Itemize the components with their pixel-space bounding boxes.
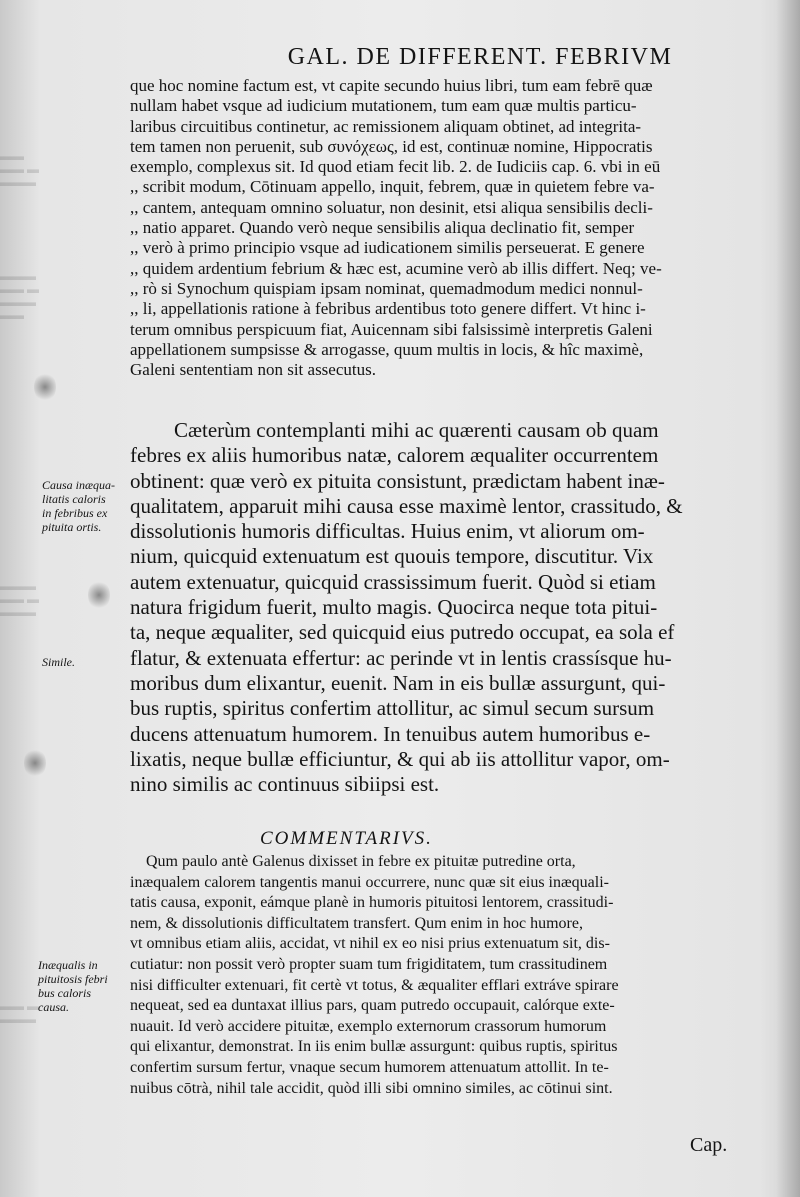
text-line: nem, & dissolutionis difficultatem transfert. Qum enim in hoc humore, <box>130 914 583 932</box>
commentary-text <box>130 852 770 1099</box>
margin-note-line: Causa inæqua- <box>42 478 116 492</box>
text-line: appellationem sumpsisse & arrogasse, quum multis in locis, & hîc maximè, <box>130 339 644 359</box>
margin-note-line: pituita ortis. <box>42 520 102 534</box>
page-edge-shadow <box>776 0 800 1197</box>
text-line: confertim sursum fertur, vnaque secum humorem attenuatum attollit. In te- <box>130 1058 609 1076</box>
text-line: que hoc nomine factum est, vt capite secundo huius libri, tum eam febrē quæ <box>130 76 653 95</box>
text-line: vt omnibus etiam aliis, accidat, vt nihil ex eo nisi prius extenuatum sit, dis- <box>130 935 610 953</box>
text-line: febres ex aliis humoribus natæ, calorem æqualiter occurrentem <box>130 443 659 468</box>
text-line: ,, li, appellationis ratione à febribus ardentibus toto genere differt. Vt hinc i- <box>130 299 646 319</box>
margin-note-line: Simile. <box>42 655 75 669</box>
text-line: Qum paulo antè Galenus dixisset in febre ex pituitæ putredine orta, <box>130 853 576 870</box>
text-line: nuauit. Id verò accidere pituitæ, exemplo externorum crassorum humorum <box>130 1017 607 1035</box>
margin-note-line: bus caloris <box>38 986 92 1000</box>
ink-spot <box>88 580 110 610</box>
text-line: ,, quidem ardentium febrium & hæc est, acumine verò ab illis differt. Neq; ve- <box>130 258 662 278</box>
text-line: inæqualem calorem tangentis manui occurrere, nunc quæ sit eius inæquali- <box>130 873 609 891</box>
text-line: flatur, & extenuata effertur: ac perinde vt in lentis crassísque hu- <box>130 645 672 670</box>
margin-note <box>42 478 132 534</box>
bleed-through-text: ▬▬▬ ▬▬ ▬ ▬▬▬ <box>0 579 39 619</box>
text-line: terum omnibus perspicuum fiat, Auicennam sibi falsissimè interpretis Galeni <box>130 319 653 339</box>
text-line: nullam habet vsque ad iudicium mutationem, tum eam quæ multis particu- <box>130 96 637 116</box>
text-line: cutiatur: non possit verò propter suam tum frigiditatem, tum crassitudinem <box>130 955 608 973</box>
bleed-through-text: ▬▬▬ ▬▬ ▬ ▬▬▬ ▬▬ <box>0 269 39 322</box>
text-line: exemplo, complexus sit. Id quod etiam fecit lib. 2. de Iudiciis cap. 6. vbi in eū <box>130 157 661 177</box>
margin-note <box>42 655 132 669</box>
running-header: GAL. DE DIFFERENT. FEBRIVM <box>287 44 673 70</box>
text-line: laribus circuitibus continetur, ac remissionem aliquam obtinet, ad integrita- <box>130 116 642 136</box>
text-line: nino similis ac continuus sibiipsi est. <box>130 772 440 797</box>
text-line: Cæterùm contemplanti mihi ac quærenti causam ob quam <box>174 418 659 442</box>
text-line: ,, natio apparet. Quando verò neque sensibilis aliqua declinatio fit, semper <box>130 218 635 238</box>
text-line: obtinent: quæ verò ex pituita consistunt, prædictam habent inæ- <box>130 468 665 493</box>
text-line: autem extenuatur, quicquid crassissimum fuerit. Quòd si etiam <box>130 569 656 594</box>
text-line: ducens attenuatum humorem. In tenuibus autem humoribus e- <box>130 721 651 746</box>
bleed-through-text: ▬▬ ▬ ▬▬▬ <box>0 999 39 1026</box>
margin-note-line: pituitosis febri <box>38 972 108 986</box>
text-line: nisi difficulter extenuari, fit certè vt totus, & æqualiter efflari extráve spirare <box>130 976 619 994</box>
text-line: nuibus cōtrà, nihil tale accidit, quòd illi sibi omnino similes, ac cōtinui sint. <box>130 1079 613 1097</box>
margin-note-line: causa. <box>38 1000 69 1014</box>
text-line: ,, scribit modum, Cōtinuam appello, inquit, febrem, quæ in quietem febre va- <box>130 177 655 197</box>
text-line: ,, rò si Synochum quispiam ipsam nominat, quemadmodum medici nonnul- <box>130 278 643 298</box>
commentary-heading: COMMENTARIVS. <box>260 828 433 849</box>
text-line: bus ruptis, spiritus confertim attollitur, ac simul secum sursum <box>130 696 655 721</box>
text-paragraph <box>130 76 770 380</box>
text-line: nequeat, sed ea duntaxat illius pars, quam putredo occupauit, calórque exte- <box>130 997 615 1015</box>
galen-text <box>130 418 770 797</box>
text-line: ,, cantem, antequam omnino soluatur, non desinit, etsi aliqua sensibilis decli- <box>130 197 653 217</box>
text-line: tatis causa, exponit, eámque planè in humoris pituitosi lentorem, crassitudi- <box>130 894 614 912</box>
text-line: tem tamen non peruenit, sub συνόχεως, id est, continuæ nomine, Hippocratis <box>130 136 653 156</box>
ink-spot <box>34 372 56 402</box>
text-line: ,, verò à primo principio vsque ad iudicationem similis perseuerat. E genere <box>130 238 645 258</box>
catchword: Cap. <box>690 1134 728 1156</box>
text-line: dissolutionis humoris difficultas. Huius enim, vt aliorum om- <box>130 519 645 544</box>
bleed-through-text: ▬▬ ▬▬ ▬ ▬▬▬ <box>0 149 39 189</box>
text-line: moribus dum elixantur, euenit. Nam in eis bullæ assurgunt, qui- <box>130 670 666 695</box>
text-line: lixatis, neque bullæ efficiuntur, & qui ab iis attollitur vapor, om- <box>130 746 670 771</box>
ink-spot <box>24 748 46 778</box>
margin-note-line: Inæqualis in <box>38 958 98 972</box>
margin-note-line: litatis caloris <box>42 492 106 506</box>
text-line: qualitatem, apparuit mihi causa esse maximè lentor, crassitudo, & <box>130 493 683 518</box>
text-line: Galeni sententiam non sit assecutus. <box>130 360 376 380</box>
text-line: nium, quicquid extenuatum est quouis tempore, discutitur. Vix <box>130 544 654 569</box>
text-line: ta, neque æqualiter, sed quicquid eius putredo occupat, ea sola ef <box>130 620 675 645</box>
margin-note-line: in febribus ex <box>42 506 108 520</box>
margin-note <box>38 958 128 1014</box>
text-line: qui elixantur, demonstrat. In iis enim bullæ assurgunt: quibus ruptis, spiritus <box>130 1038 618 1056</box>
text-line: natura frigidum fuerit, multo magis. Quocirca neque tota pitui- <box>130 595 658 620</box>
